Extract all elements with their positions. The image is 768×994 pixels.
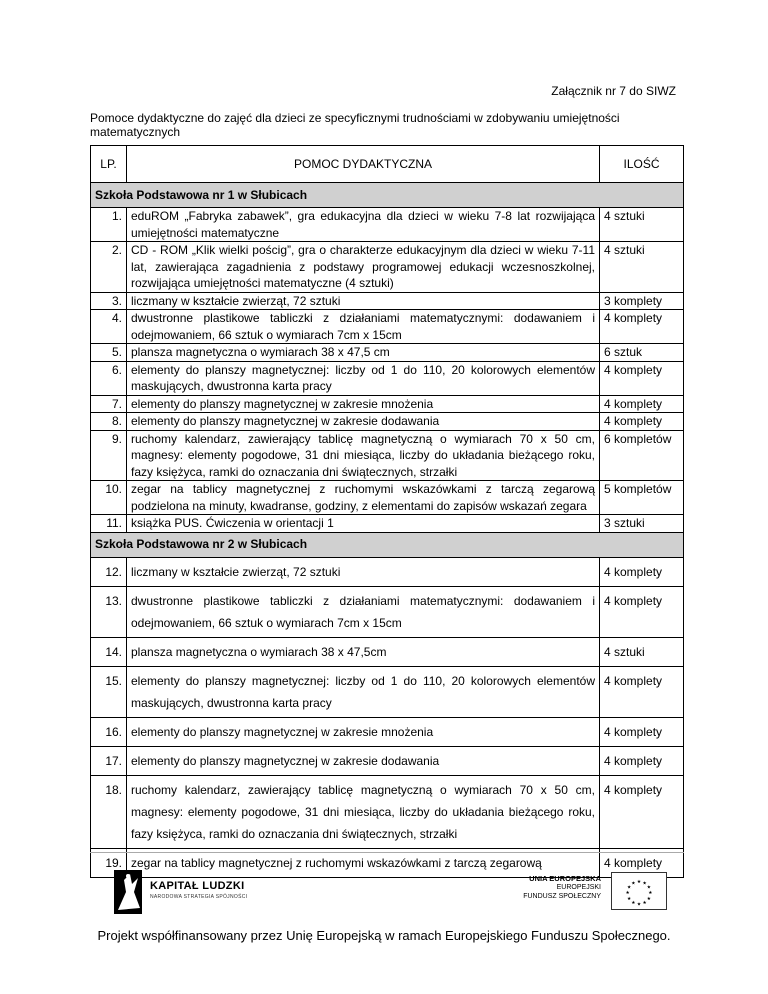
row-number: 5.: [91, 344, 127, 362]
row-description: liczmany w kształcie zwierząt, 72 sztuki: [127, 557, 600, 586]
eu-star-icon: ★: [636, 879, 642, 885]
eu-star-icon: ★: [642, 900, 647, 906]
table-row: [91, 430, 684, 481]
row-number: 3.: [91, 292, 127, 310]
ue-name: UNIA EUROPEJSKA: [529, 874, 601, 883]
column-header-aid: POMOC DYDAKTYCZNA: [127, 146, 600, 183]
section-title: Szkoła Podstawowa nr 2 w Słubicach: [91, 532, 684, 557]
row-quantity: 4 komplety: [600, 361, 684, 395]
section-header-row: [91, 183, 684, 208]
eu-star-icon: ★: [631, 900, 636, 906]
row-quantity: 4 komplety: [600, 586, 684, 637]
row-number: 13.: [91, 586, 127, 637]
eu-star-icon: ★: [636, 902, 642, 908]
row-description: dwustronne plastikowe tabliczki z działaniami matematycznymi: dodawaniem i odejmowaniem, 66 sztuk o wymiarach 7cm x 15cm: [127, 586, 600, 637]
row-number: 8.: [91, 413, 127, 431]
row-description: plansza magnetyczna o wymiarach 38 x 47,5cm: [127, 637, 600, 666]
column-header-lp: LP.: [91, 146, 127, 183]
project-footer-text: Projekt współfinansowany przez Unię Europejską w ramach Europejskiego Funduszu Społecznego.: [97, 928, 671, 943]
table-row: [91, 666, 684, 717]
ue-fund-line2: FUNDUSZ SPOŁECZNY: [523, 893, 601, 900]
row-quantity: 6 kompletów: [600, 430, 684, 481]
kapital-ludzki-flag-icon: [114, 870, 142, 914]
table-header-row: [91, 146, 684, 183]
attachment-label: Załącznik nr 7 do SIWZ: [551, 84, 676, 98]
row-quantity: 4 komplety: [600, 395, 684, 413]
row-description: elementy do planszy magnetycznej w zakresie dodawania: [127, 413, 600, 431]
row-number: 6.: [91, 361, 127, 395]
row-description: ruchomy kalendarz, zawierający tablicę magnetyczną o wymiarach 70 x 50 cm, magnesy: elementy pogodowe, 31 dni miesiąca, liczby do układania bieżącego roku, fazy księżyca, ramki do oznaczania dni świątecznych, strzałki: [127, 775, 600, 848]
row-description: dwustronne plastikowe tabliczki z działaniami matematycznymi: dodawaniem i odejmowaniem, 66 sztuk o wymiarach 7cm x 15cm: [127, 310, 600, 344]
table-row: [91, 586, 684, 637]
row-quantity: 4 komplety: [600, 848, 684, 877]
eu-star-icon: ★: [625, 891, 630, 897]
row-number: 17.: [91, 746, 127, 775]
row-quantity: 4 komplety: [600, 746, 684, 775]
row-number: 14.: [91, 637, 127, 666]
table-row: [91, 310, 684, 344]
eu-star-icon: ★: [646, 885, 651, 891]
table-row: [91, 344, 684, 362]
document-title: Pomoce dydaktyczne do zajęć dla dzieci ze specyficznymi trudnościami w zdobywaniu umiejętności matematycznych: [90, 111, 620, 139]
row-description: elementy do planszy magnetycznej w zakresie mnożenia: [127, 717, 600, 746]
ue-fund-line1: EUROPEJSKI: [556, 884, 601, 891]
table-row: [91, 395, 684, 413]
eu-flag-icon: [611, 872, 667, 910]
row-description: liczmany w kształcie zwierząt, 72 sztuki: [127, 292, 600, 310]
row-number: 4.: [91, 310, 127, 344]
row-number: 18.: [91, 775, 127, 848]
aids-table: [90, 145, 684, 878]
row-description: elementy do planszy magnetycznej: liczby od 1 do 110, 20 kolorowych elementów maskujących, dwustronna karta pracy: [127, 666, 600, 717]
row-number: 2.: [91, 242, 127, 293]
table-row: [91, 557, 684, 586]
row-description: zegar na tablicy magnetycznej z ruchomymi wskazówkami z tarczą zegarową: [127, 848, 600, 877]
eu-star-icon: ★: [646, 896, 651, 902]
row-number: 19.: [91, 848, 127, 877]
row-quantity: 4 komplety: [600, 310, 684, 344]
kapital-ludzki-subtitle: NARODOWA STRATEGIA SPÓJNOŚCI: [150, 894, 248, 900]
column-header-qty: ILOŚĆ: [600, 146, 684, 183]
table-row: [91, 361, 684, 395]
row-quantity: 4 komplety: [600, 717, 684, 746]
row-number: 9.: [91, 430, 127, 481]
row-description: elementy do planszy magnetycznej w zakresie dodawania: [127, 746, 600, 775]
footer-logos: [90, 856, 684, 916]
row-number: 15.: [91, 666, 127, 717]
table-row: [91, 413, 684, 431]
row-number: 1.: [91, 208, 127, 242]
row-number: 12.: [91, 557, 127, 586]
eu-star-icon: ★: [631, 881, 636, 887]
table-row: [91, 717, 684, 746]
kapital-ludzki-name: KAPITAŁ LUDZKI: [150, 880, 245, 892]
eu-star-icon: ★: [627, 896, 632, 902]
row-quantity: 4 komplety: [600, 413, 684, 431]
row-quantity: 4 komplety: [600, 557, 684, 586]
row-quantity: 6 sztuk: [600, 344, 684, 362]
eu-star-icon: ★: [627, 885, 632, 891]
row-description: zegar na tablicy magnetycznej z ruchomymi wskazówkami z tarczą zegarową podzielona na minuty, kwadranse, godziny, z elementami do zapisów wskazań zegara: [127, 481, 600, 515]
row-description: elementy do planszy magnetycznej: liczby od 1 do 110, 20 kolorowych elementów maskujących, dwustronna karta pracy: [127, 361, 600, 395]
row-quantity: 4 sztuki: [600, 242, 684, 293]
row-number: 16.: [91, 717, 127, 746]
table-row: [91, 637, 684, 666]
row-quantity: 3 komplety: [600, 292, 684, 310]
kapital-ludzki-logo: [114, 870, 279, 914]
table-row: [91, 775, 684, 848]
section-title: Szkoła Podstawowa nr 1 w Słubicach: [91, 183, 684, 208]
eu-star-icon: ★: [648, 891, 653, 897]
row-description: eduROM „Fabryka zabawek”, gra edukacyjna dla dzieci w wieku 7-8 lat rozwijająca umiejętności matematyczne: [127, 208, 600, 242]
row-description: elementy do planszy magnetycznej w zakresie mnożenia: [127, 395, 600, 413]
table-row: [91, 242, 684, 293]
row-number: 11.: [91, 515, 127, 533]
row-description: CD - ROM „Klik wielki pościg”, gra o charakterze edukacyjnym dla dzieci w wieku 7-11 lat, zawierająca zagadnienia z podstawy programowej edukacji wczesnoszkolnej, rozwijająca umiejętności matematyczne (4 sztuki): [127, 242, 600, 293]
ue-logo: [493, 870, 673, 914]
table-row: [91, 292, 684, 310]
table-row: [91, 481, 684, 515]
table-row: [91, 515, 684, 533]
row-description: ruchomy kalendarz, zawierający tablicę magnetyczną o wymiarach 70 x 50 cm, magnesy: elementy pogodowe, 31 dni miesiąca, liczby do układania bieżącego roku, fazy księżyca, ramki do oznaczania dni świątecznych, strzałki: [127, 430, 600, 481]
table-row: [91, 208, 684, 242]
row-quantity: 4 sztuki: [600, 208, 684, 242]
row-description: plansza magnetyczna o wymiarach 38 x 47,5 cm: [127, 344, 600, 362]
section-header-row: [91, 532, 684, 557]
eu-star-icon: ★: [642, 881, 647, 887]
row-quantity: 4 komplety: [600, 666, 684, 717]
table-body: [91, 183, 684, 878]
row-quantity: 5 kompletów: [600, 481, 684, 515]
table-row: [91, 746, 684, 775]
row-quantity: 4 sztuki: [600, 637, 684, 666]
row-description: książka PUS. Ćwiczenia w orientacji 1: [127, 515, 600, 533]
row-number: 7.: [91, 395, 127, 413]
footer-divider: [90, 852, 684, 853]
row-number: 10.: [91, 481, 127, 515]
row-quantity: 3 sztuki: [600, 515, 684, 533]
row-quantity: 4 komplety: [600, 775, 684, 848]
